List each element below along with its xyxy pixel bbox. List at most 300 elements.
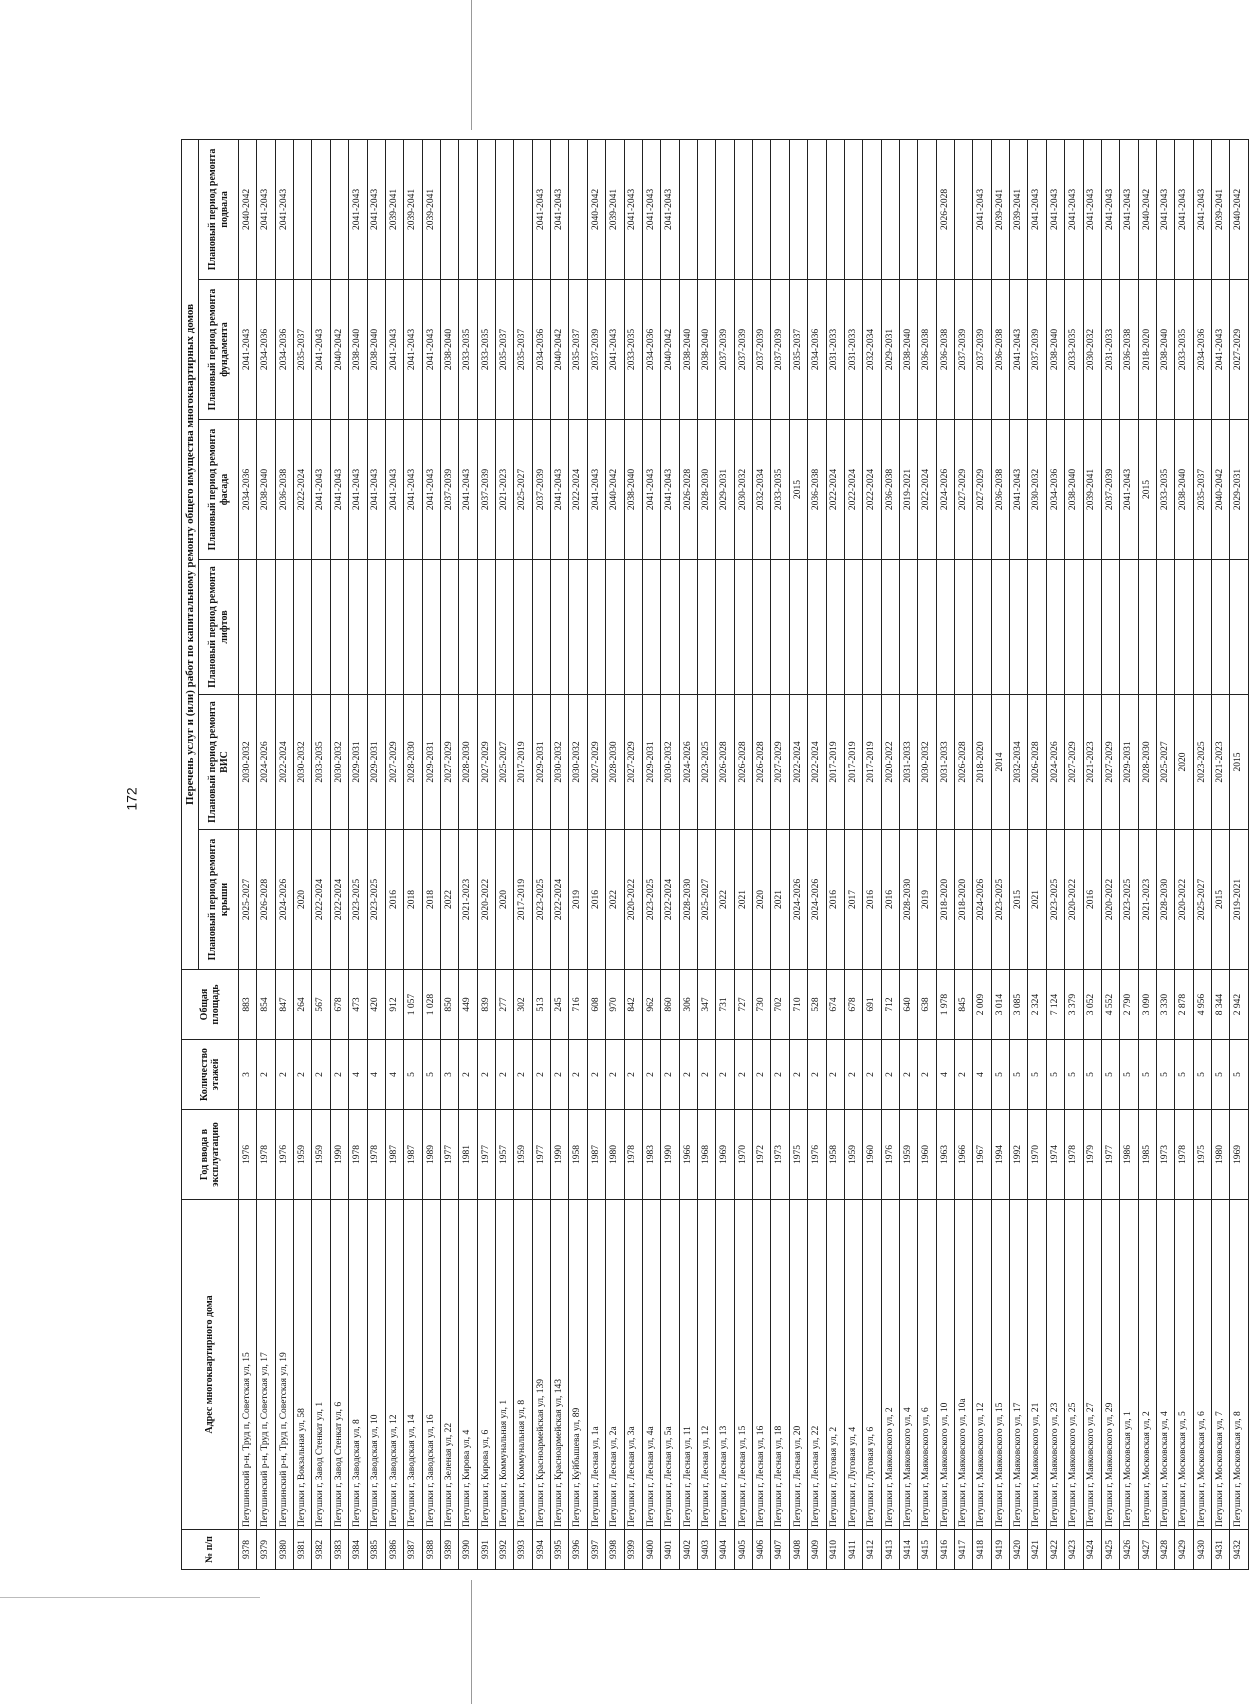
header-area: Общая площадь <box>182 970 239 1040</box>
row-facade: 2026-2028 <box>679 420 697 560</box>
row-floors: 4 <box>936 1040 954 1110</box>
row-address: Петушки г, Заводская ул, 16 <box>422 1200 440 1530</box>
row-basement <box>679 139 697 279</box>
row-lift <box>899 560 917 695</box>
row-vis: 2018-2020 <box>973 695 991 830</box>
row-roof: 2020-2022 <box>1065 830 1083 970</box>
row-year: 1975 <box>1193 1110 1211 1200</box>
row-lift <box>955 560 973 695</box>
row-facade: 2022-2024 <box>569 420 587 560</box>
row-num: 9412 <box>863 1530 881 1570</box>
row-address: Петушки г, Заводская ул, 12 <box>385 1200 403 1530</box>
row-floors: 5 <box>1212 1040 1230 1110</box>
row-area: 513 <box>532 970 550 1040</box>
table-row <box>532 139 550 1569</box>
row-lift <box>275 560 293 695</box>
row-basement <box>294 139 312 279</box>
row-year: 1978 <box>624 1110 642 1200</box>
row-address: Петушки г, Завод Стенкат ул, 1 <box>312 1200 330 1530</box>
row-basement: 2040-2042 <box>239 139 257 279</box>
row-facade: 2022-2024 <box>826 420 844 560</box>
row-basement: 2039-2041 <box>1010 139 1028 279</box>
row-basement: 2041-2043 <box>973 139 991 279</box>
row-year: 1960 <box>918 1110 936 1200</box>
row-num: 9425 <box>1101 1530 1119 1570</box>
row-year: 1959 <box>844 1110 862 1200</box>
row-basement <box>716 139 734 279</box>
row-address: Петушки г, Московская ул, 2 <box>1138 1200 1156 1530</box>
row-lift <box>514 560 532 695</box>
row-num: 9393 <box>514 1530 532 1570</box>
row-basement: 2041-2043 <box>1101 139 1119 279</box>
row-num: 9392 <box>496 1530 514 1570</box>
row-floors: 2 <box>697 1040 715 1110</box>
row-facade: 2041-2043 <box>367 420 385 560</box>
row-foundation: 2030-2032 <box>1083 280 1101 420</box>
row-num: 9424 <box>1083 1530 1101 1570</box>
row-roof: 2018 <box>422 830 440 970</box>
row-area: 883 <box>239 970 257 1040</box>
row-area: 1 057 <box>404 970 422 1040</box>
row-num: 9394 <box>532 1530 550 1570</box>
row-area: 347 <box>697 970 715 1040</box>
row-basement <box>918 139 936 279</box>
row-num: 9407 <box>771 1530 789 1570</box>
row-area: 638 <box>918 970 936 1040</box>
table-row <box>275 139 293 1569</box>
row-vis: 2027-2029 <box>1065 695 1083 830</box>
row-area: 3 330 <box>1156 970 1174 1040</box>
row-basement <box>477 139 495 279</box>
row-vis: 2021-2023 <box>1083 695 1101 830</box>
row-address: Петушки г, Маяковского ул, 17 <box>1010 1200 1028 1530</box>
row-vis: 2022-2024 <box>789 695 807 830</box>
table-row <box>349 139 367 1569</box>
row-lift <box>716 560 734 695</box>
table-row <box>477 139 495 1569</box>
row-area: 473 <box>349 970 367 1040</box>
row-area: 850 <box>440 970 458 1040</box>
row-address: Петушки г, Лесная ул, 16 <box>753 1200 771 1530</box>
row-roof: 2018-2020 <box>936 830 954 970</box>
row-address: Петушки г, Маяковского ул, 10а <box>955 1200 973 1530</box>
row-facade: 2038-2040 <box>624 420 642 560</box>
row-floors: 2 <box>514 1040 532 1110</box>
row-floors: 3 <box>239 1040 257 1110</box>
table-row <box>312 139 330 1569</box>
row-lift <box>1156 560 1174 695</box>
row-area: 449 <box>459 970 477 1040</box>
row-vis: 2022-2024 <box>808 695 826 830</box>
row-address: Петушки г, Луговая ул, 2 <box>826 1200 844 1530</box>
header-facade: Плановый период ремонта фасада <box>199 420 239 560</box>
row-num: 9415 <box>918 1530 936 1570</box>
row-vis: 2025-2027 <box>1156 695 1174 830</box>
row-floors: 2 <box>844 1040 862 1110</box>
row-year: 1979 <box>1083 1110 1101 1200</box>
row-year: 1986 <box>1120 1110 1138 1200</box>
row-floors: 2 <box>826 1040 844 1110</box>
row-num: 9430 <box>1193 1530 1211 1570</box>
row-lift <box>1065 560 1083 695</box>
row-vis: 2030-2032 <box>330 695 348 830</box>
row-address: Петушинский р-н, Труд п, Советская ул, 15 <box>239 1200 257 1530</box>
row-vis: 2031-2033 <box>936 695 954 830</box>
table-row <box>257 139 275 1569</box>
row-foundation: 2035-2037 <box>294 280 312 420</box>
row-area: 839 <box>477 970 495 1040</box>
row-foundation: 2038-2040 <box>440 280 458 420</box>
row-foundation: 2036-2038 <box>991 280 1009 420</box>
row-floors: 5 <box>1083 1040 1101 1110</box>
row-foundation: 2031-2033 <box>826 280 844 420</box>
table-row <box>551 139 569 1569</box>
row-year: 1985 <box>1138 1110 1156 1200</box>
row-floors: 2 <box>312 1040 330 1110</box>
row-floors: 2 <box>789 1040 807 1110</box>
row-vis: 2021-2023 <box>1212 695 1230 830</box>
row-basement: 2041-2043 <box>275 139 293 279</box>
row-year: 1990 <box>661 1110 679 1200</box>
row-vis: 2017-2019 <box>514 695 532 830</box>
row-basement <box>330 139 348 279</box>
row-roof: 2023-2025 <box>1046 830 1064 970</box>
row-floors: 2 <box>661 1040 679 1110</box>
table-row <box>239 139 257 1569</box>
row-basement: 2039-2041 <box>422 139 440 279</box>
row-year: 1975 <box>789 1110 807 1200</box>
row-area: 277 <box>496 970 514 1040</box>
row-year: 1976 <box>808 1110 826 1200</box>
table-row <box>899 139 917 1569</box>
row-facade: 2036-2038 <box>808 420 826 560</box>
row-lift <box>771 560 789 695</box>
row-facade: 2038-2040 <box>257 420 275 560</box>
row-floors: 2 <box>679 1040 697 1110</box>
row-basement <box>844 139 862 279</box>
row-facade: 2041-2043 <box>1010 420 1028 560</box>
row-area: 730 <box>753 970 771 1040</box>
row-basement: 2041-2043 <box>367 139 385 279</box>
row-roof: 2025-2027 <box>1193 830 1211 970</box>
row-facade: 2015 <box>1138 420 1156 560</box>
row-foundation: 2038-2040 <box>679 280 697 420</box>
row-floors: 2 <box>569 1040 587 1110</box>
row-lift <box>496 560 514 695</box>
row-lift <box>1212 560 1230 695</box>
row-lift <box>1101 560 1119 695</box>
row-roof: 2022-2024 <box>551 830 569 970</box>
row-area: 302 <box>514 970 532 1040</box>
header-year: Год ввода в эксплуатацию <box>182 1110 239 1200</box>
row-roof: 2028-2030 <box>899 830 917 970</box>
table-row <box>422 139 440 1569</box>
row-lift <box>1028 560 1046 695</box>
row-basement: 2026-2028 <box>936 139 954 279</box>
table-row <box>1083 139 1101 1569</box>
row-foundation: 2038-2040 <box>1156 280 1174 420</box>
row-address: Петушки г, Маяковского ул, 25 <box>1065 1200 1083 1530</box>
table-row <box>1193 139 1211 1569</box>
row-year: 1976 <box>239 1110 257 1200</box>
row-address: Петушки г, Московская ул, 4 <box>1156 1200 1174 1530</box>
row-foundation: 2040-2042 <box>551 280 569 420</box>
table-row <box>1028 139 1046 1569</box>
row-num: 9382 <box>312 1530 330 1570</box>
table-row <box>716 139 734 1569</box>
row-lift <box>1175 560 1193 695</box>
row-foundation: 2041-2043 <box>1212 280 1230 420</box>
row-floors: 3 <box>440 1040 458 1110</box>
header-foundation: Плановый период ремонта фундамента <box>199 280 239 420</box>
row-floors: 2 <box>496 1040 514 1110</box>
row-vis: 2014 <box>991 695 1009 830</box>
row-vis: 2025-2027 <box>496 695 514 830</box>
row-year: 1958 <box>826 1110 844 1200</box>
row-basement <box>808 139 826 279</box>
row-roof: 2024-2026 <box>808 830 826 970</box>
row-roof: 2017 <box>844 830 862 970</box>
row-roof: 2025-2027 <box>697 830 715 970</box>
row-lift <box>918 560 936 695</box>
row-roof: 2016 <box>1083 830 1101 970</box>
row-facade: 2027-2029 <box>973 420 991 560</box>
row-foundation: 2035-2037 <box>514 280 532 420</box>
row-basement: 2041-2043 <box>661 139 679 279</box>
row-basement <box>955 139 973 279</box>
row-vis: 2024-2026 <box>1046 695 1064 830</box>
row-num: 9421 <box>1028 1530 1046 1570</box>
row-floors: 2 <box>734 1040 752 1110</box>
row-basement <box>514 139 532 279</box>
row-lift <box>973 560 991 695</box>
table-row <box>734 139 752 1569</box>
row-vis: 2029-2031 <box>532 695 550 830</box>
row-num: 9413 <box>881 1530 899 1570</box>
row-basement <box>826 139 844 279</box>
row-num: 9398 <box>606 1530 624 1570</box>
row-facade: 2041-2043 <box>1120 420 1138 560</box>
row-floors: 5 <box>1230 1040 1249 1110</box>
row-area: 8 344 <box>1212 970 1230 1040</box>
row-foundation: 2033-2035 <box>477 280 495 420</box>
row-vis: 2026-2028 <box>716 695 734 830</box>
row-num: 9420 <box>1010 1530 1028 1570</box>
row-foundation: 2033-2035 <box>1175 280 1193 420</box>
row-area: 7 124 <box>1046 970 1064 1040</box>
row-foundation: 2035-2037 <box>569 280 587 420</box>
row-floors: 2 <box>716 1040 734 1110</box>
row-lift <box>569 560 587 695</box>
row-roof: 2023-2025 <box>991 830 1009 970</box>
row-lift <box>808 560 826 695</box>
row-roof: 2024-2026 <box>275 830 293 970</box>
row-vis: 2027-2029 <box>624 695 642 830</box>
row-vis: 2028-2030 <box>1138 695 1156 830</box>
row-num: 9418 <box>973 1530 991 1570</box>
row-facade: 2033-2035 <box>771 420 789 560</box>
row-year: 1987 <box>587 1110 605 1200</box>
table-row <box>789 139 807 1569</box>
table-row <box>606 139 624 1569</box>
table-row <box>973 139 991 1569</box>
row-floors: 2 <box>587 1040 605 1110</box>
row-floors: 2 <box>330 1040 348 1110</box>
row-basement <box>569 139 587 279</box>
row-floors: 2 <box>294 1040 312 1110</box>
row-facade: 2036-2038 <box>881 420 899 560</box>
row-num: 9416 <box>936 1530 954 1570</box>
row-roof: 2019-2021 <box>1230 830 1249 970</box>
row-num: 9387 <box>404 1530 422 1570</box>
row-year: 1980 <box>606 1110 624 1200</box>
row-roof: 2022 <box>440 830 458 970</box>
row-vis: 2027-2029 <box>771 695 789 830</box>
scan-artifact-line <box>0 1597 260 1598</box>
row-year: 1970 <box>1028 1110 1046 1200</box>
table-row <box>991 139 1009 1569</box>
row-facade: 2041-2043 <box>349 420 367 560</box>
row-year: 1981 <box>459 1110 477 1200</box>
row-vis: 2029-2031 <box>1120 695 1138 830</box>
row-lift <box>991 560 1009 695</box>
row-lift <box>1230 560 1249 695</box>
row-facade: 2037-2039 <box>440 420 458 560</box>
row-basement: 2039-2041 <box>1212 139 1230 279</box>
row-facade: 2040-2042 <box>606 420 624 560</box>
row-lift <box>1010 560 1028 695</box>
row-basement: 2039-2041 <box>991 139 1009 279</box>
row-vis: 2017-2019 <box>844 695 862 830</box>
row-year: 1983 <box>642 1110 660 1200</box>
row-year: 1970 <box>734 1110 752 1200</box>
row-foundation: 2041-2043 <box>312 280 330 420</box>
row-floors: 5 <box>1175 1040 1193 1110</box>
header-basement: Плановый период ремонта подвала <box>199 139 239 279</box>
row-year: 1977 <box>477 1110 495 1200</box>
row-lift <box>826 560 844 695</box>
row-lift <box>863 560 881 695</box>
header-vis: Плановый период ремонта ВИС <box>199 695 239 830</box>
row-roof: 2016 <box>863 830 881 970</box>
row-num: 9408 <box>789 1530 807 1570</box>
row-num: 9402 <box>679 1530 697 1570</box>
row-address: Петушки г, Московская ул, 7 <box>1212 1200 1230 1530</box>
row-area: 4 552 <box>1101 970 1119 1040</box>
row-year: 1973 <box>1156 1110 1174 1200</box>
row-num: 9396 <box>569 1530 587 1570</box>
row-foundation: 2041-2043 <box>422 280 440 420</box>
row-roof: 2020 <box>496 830 514 970</box>
row-address: Петушки г, Маяковского ул, 10 <box>936 1200 954 1530</box>
row-address: Петушки г, Маяковского ул, 12 <box>973 1200 991 1530</box>
row-facade: 2041-2043 <box>551 420 569 560</box>
row-num: 9432 <box>1230 1530 1249 1570</box>
row-area: 3 379 <box>1065 970 1083 1040</box>
row-foundation: 2035-2037 <box>789 280 807 420</box>
row-lift <box>312 560 330 695</box>
row-roof: 2020-2022 <box>624 830 642 970</box>
row-address: Петушки г, Вокзальная ул, 58 <box>294 1200 312 1530</box>
row-roof: 2015 <box>1212 830 1230 970</box>
table-row <box>863 139 881 1569</box>
row-roof: 2020-2022 <box>477 830 495 970</box>
row-roof: 2015 <box>1010 830 1028 970</box>
row-vis: 2030-2032 <box>294 695 312 830</box>
row-basement <box>697 139 715 279</box>
row-roof: 2020 <box>294 830 312 970</box>
row-lift <box>844 560 862 695</box>
row-foundation: 2018-2020 <box>1138 280 1156 420</box>
row-address: Петушки г, Маяковского ул, 29 <box>1101 1200 1119 1530</box>
row-facade: 2024-2026 <box>936 420 954 560</box>
row-address: Петушки г, Лесная ул, 5а <box>661 1200 679 1530</box>
row-address: Петушки г, Куйбышева ул, 89 <box>569 1200 587 1530</box>
row-year: 1963 <box>936 1110 954 1200</box>
row-facade: 2034-2036 <box>1046 420 1064 560</box>
row-roof: 2023-2025 <box>349 830 367 970</box>
row-address: Петушки г, Лесная ул, 22 <box>808 1200 826 1530</box>
row-vis: 2032-2034 <box>1010 695 1028 830</box>
row-address: Петушки г, Лесная ул, 13 <box>716 1200 734 1530</box>
row-vis: 2022-2024 <box>275 695 293 830</box>
row-num: 9414 <box>899 1530 917 1570</box>
row-address: Петушки г, Лесная ул, 4а <box>642 1200 660 1530</box>
row-year: 1969 <box>716 1110 734 1200</box>
row-roof: 2021-2023 <box>459 830 477 970</box>
row-area: 860 <box>661 970 679 1040</box>
row-floors: 5 <box>991 1040 1009 1110</box>
table-row <box>367 139 385 1569</box>
row-roof: 2024-2026 <box>789 830 807 970</box>
row-foundation: 2036-2038 <box>1120 280 1138 420</box>
row-foundation: 2041-2043 <box>239 280 257 420</box>
row-lift <box>477 560 495 695</box>
row-lift <box>753 560 771 695</box>
table-row <box>587 139 605 1569</box>
row-num: 9405 <box>734 1530 752 1570</box>
row-facade: 2041-2043 <box>422 420 440 560</box>
row-foundation: 2037-2039 <box>734 280 752 420</box>
row-facade: 2041-2043 <box>385 420 403 560</box>
row-year: 1994 <box>991 1110 1009 1200</box>
row-roof: 2022-2024 <box>330 830 348 970</box>
row-facade: 2041-2043 <box>459 420 477 560</box>
row-foundation: 2040-2042 <box>661 280 679 420</box>
row-address: Петушки г, Коммунальная ул, 8 <box>514 1200 532 1530</box>
row-foundation: 2034-2036 <box>808 280 826 420</box>
row-basement: 2039-2041 <box>404 139 422 279</box>
row-roof: 2022 <box>606 830 624 970</box>
row-year: 1972 <box>753 1110 771 1200</box>
row-basement: 2041-2043 <box>551 139 569 279</box>
row-lift <box>624 560 642 695</box>
row-foundation: 2036-2038 <box>918 280 936 420</box>
row-lift <box>789 560 807 695</box>
row-address: Петушки г, Лесная ул, 1а <box>587 1200 605 1530</box>
table-row <box>808 139 826 1569</box>
row-foundation: 2027-2029 <box>1230 280 1249 420</box>
row-area: 420 <box>367 970 385 1040</box>
row-year: 1977 <box>532 1110 550 1200</box>
row-foundation: 2034-2036 <box>642 280 660 420</box>
row-year: 1959 <box>899 1110 917 1200</box>
row-area: 678 <box>844 970 862 1040</box>
row-roof: 2016 <box>587 830 605 970</box>
row-vis: 2027-2029 <box>385 695 403 830</box>
table-row <box>1156 139 1174 1569</box>
row-lift <box>697 560 715 695</box>
